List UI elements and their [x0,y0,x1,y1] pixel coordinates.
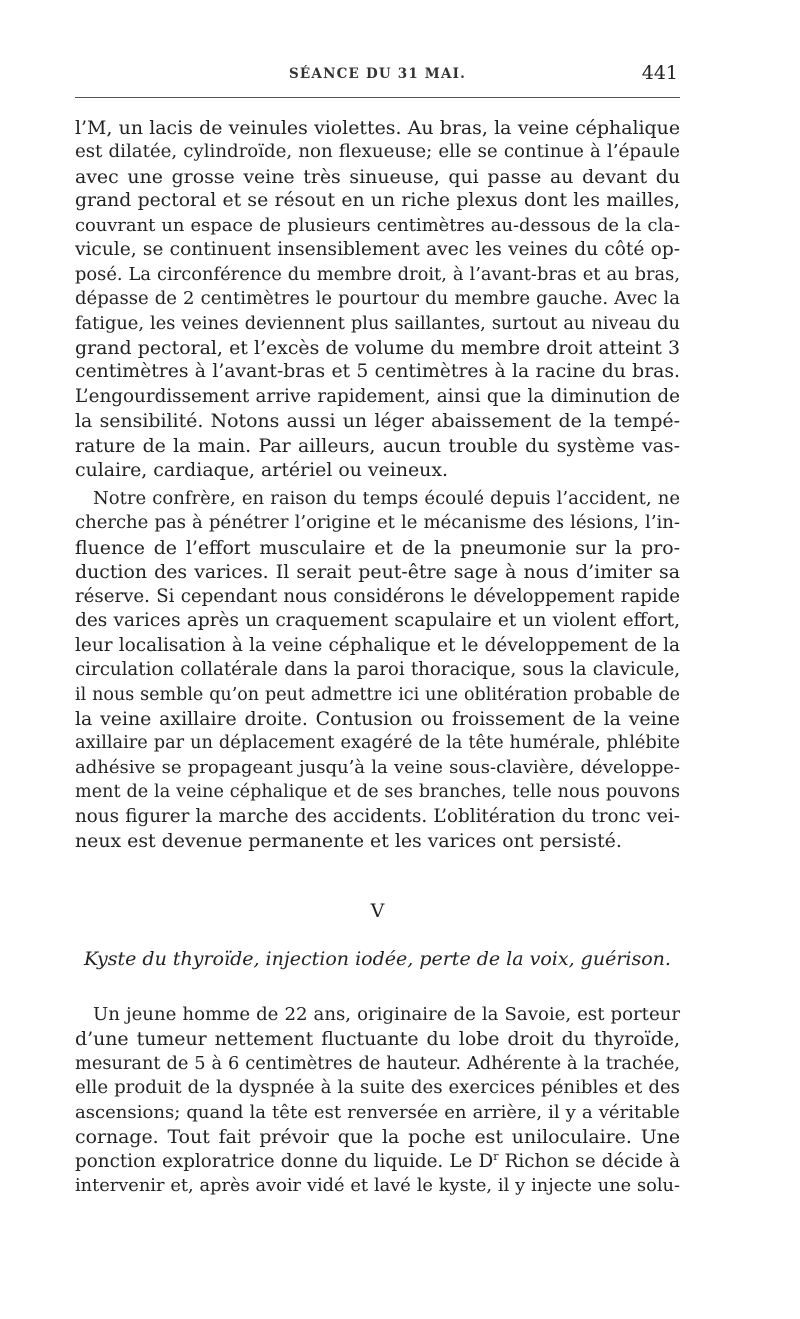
text-line: nous figurer la marche des accidents. L’oblitération du tronc vei- [75,805,680,827]
text-line: culaire, cardiaque, artériel ou veineux. [75,459,448,482]
text-fragment: ponction exploratrice donne du liquide. Le D [75,1150,494,1172]
text-line-with-superscript [75,1150,680,1174]
text-line: mesurant de 5 à 6 centimètres de hauteur. Adhérente à la trachée, [75,1053,680,1074]
text-line: axillaire par un déplacement exagéré de la tête humérale, phlébite [75,733,680,754]
text-line: grand pectoral, et l’excès de volume du membre droit atteint 3 [75,336,680,359]
text-line: Un jeune homme de 22 ans, originaire de la Savoie, est porteur [93,1004,680,1025]
text-line: ascensions; quand la tête est renversée en arrière, il y a véritable [75,1101,680,1123]
page-number: 441 [641,62,678,84]
text-line: avec une grosse veine très sinueuse, qui passe au devant du [75,165,680,188]
header-rule [75,97,680,98]
text-line: dépasse de 2 centimètres le pourtour du membre gauche. Avec la [75,288,680,310]
text-line: la veine axillaire droite. Contusion ou froissement de la veine [75,707,680,730]
text-fragment: Richon se décide à [498,1150,680,1172]
text-line: posé. La circonférence du membre droit, à l’avant-bras et au bras, [75,263,680,285]
text-line: Notre confrère, en raison du temps écoulé depuis l’accident, ne [93,488,680,509]
text-line: centimètres à l’avant-bras et 5 centimètres à la racine du bras. [75,361,680,383]
text-line: circulation collatérale dans la paroi thoracique, sous la clavicule, [75,659,680,681]
text-line: vicule, se continuent insensiblement avec les veines du côté op- [75,239,680,261]
text-line: neux est devenue permanente et les varices ont persisté. [75,830,622,853]
text-line: il nous semble qu’on peut admettre ici une oblitération probable de [75,684,680,705]
text-line: fluence de l’effort musculaire et de la pneumonie sur la pro- [75,536,680,559]
text-line: l’M, un lacis de veinules violettes. Au bras, la veine céphalique [75,117,680,139]
text-line: cherche pas à pénétrer l’origine et le mécanisme des lésions, l’in- [75,512,680,534]
text-line: intervenir et, après avoir vidé et lavé le kyste, il y injecte une solu- [75,1176,680,1197]
page-header [75,62,680,88]
text-line: réserve. Si cependant nous considérons le développement rapide [75,585,680,607]
text-line: ment de la veine céphalique et de ses branches, telle nous pouvons [75,782,680,803]
text-line: la sensibilité. Notons aussi un léger abaissement de la tempé- [75,410,680,433]
text-line: fatigue, les veines deviennent plus saillantes, surtout au niveau du [75,312,680,334]
text-line: duction des varices. Il serait peut-être sage à nous d’imiter sa [75,561,680,584]
section-title: Kyste du thyroïde, injection iodée, perte de la voix, guérison. [84,948,671,970]
superscript: r [493,1149,499,1163]
text-line: couvrant un espace de plusieurs centimètres au-dessous de la cla- [75,214,680,236]
text-line: grand pectoral et se résout en un riche plexus dont les mailles, [75,190,680,212]
text-line: rature de la main. Par ailleurs, aucun trouble du système vas- [75,434,680,457]
text-line: L’engourdissement arrive rapidement, ainsi que la diminution de [75,385,680,407]
running-head: SÉANCE DU 31 MAI. [288,66,467,82]
text-line: elle produit de la dyspnée à la suite des exercices pénibles et des [75,1077,680,1099]
text-line: d’une tumeur nettement fluctuante du lobe droit du thyroïde, [75,1028,680,1051]
paragraph-1 [75,116,680,483]
text-line: leur localisation à la veine céphalique et le développement de la [75,634,680,656]
paragraph-2 [75,487,680,854]
text-line: des varices après un craquement scapulaire et un violent effort, [75,610,680,632]
text-line: est dilatée, cylindroïde, non flexueuse; elle se continue à l’épaule [75,141,680,163]
section-number: V [370,900,385,922]
text-line: cornage. Tout fait prévoir que la poche est uniloculaire. Une [75,1126,680,1149]
text-line: adhésive se propageant jusqu’à la veine sous-clavière, développe- [75,756,680,778]
paragraph-3 [75,1003,680,1199]
